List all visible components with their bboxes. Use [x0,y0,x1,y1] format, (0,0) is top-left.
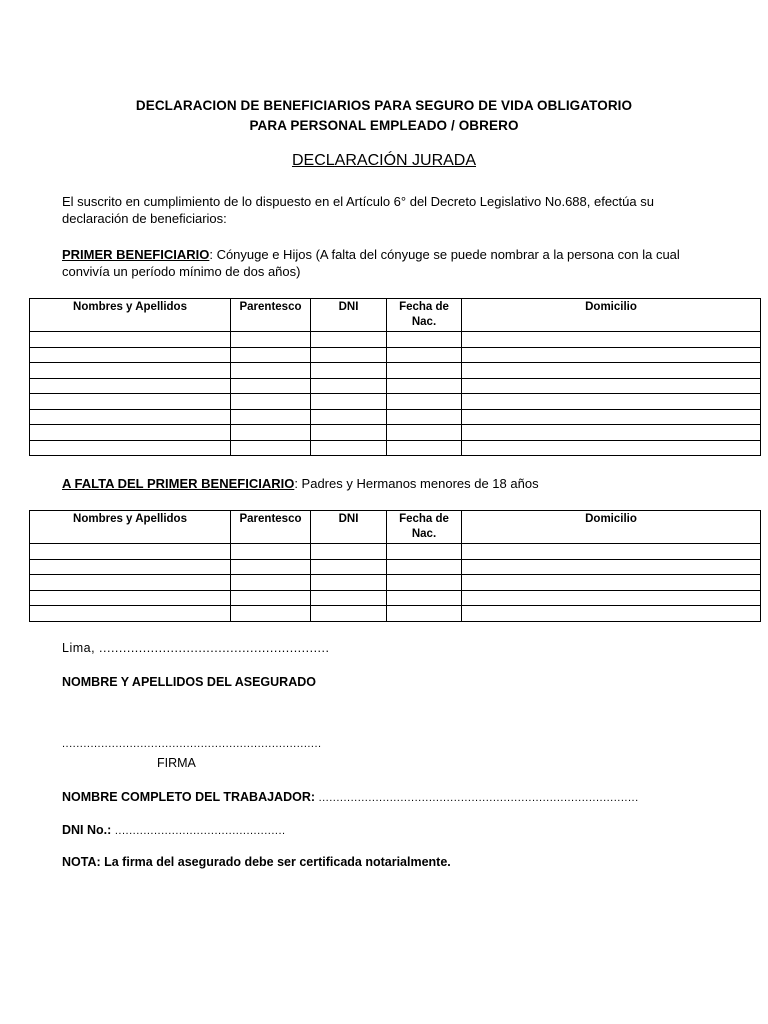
worker-name-field[interactable]: .......................................................................................... [315,792,639,804]
table-row[interactable] [30,425,761,441]
col-fecha: Fecha de Nac. [387,511,462,544]
table-row[interactable] [30,544,761,560]
table-row[interactable] [30,606,761,622]
table-row[interactable] [30,394,761,410]
table-row[interactable] [30,440,761,456]
col-parentesco: Parentesco [231,511,311,544]
table-header-row [30,299,761,332]
document-title-line1: DECLARACION DE BENEFICIARIOS PARA SEGURO DE VIDA OBLIGATORIO [135,98,633,113]
worker-name-row [62,790,639,804]
section1-paragraph [62,246,712,280]
signature-label: FIRMA [157,756,196,770]
col-dni: DNI [311,511,387,544]
section2-text: : Padres y Hermanos menores de 18 años [294,476,539,491]
dni-row [62,823,286,837]
table-row[interactable] [30,347,761,363]
col-dni: DNI [311,299,387,332]
dni-field[interactable]: ................................................ [111,825,286,837]
signature-line[interactable]: ......................................................................... [62,738,322,750]
nota-text: NOTA: La firma del asegurado debe ser certificada notarialmente. [62,855,451,869]
document-title-line2: PARA PERSONAL EMPLEADO / OBRERO [249,118,519,133]
beneficiaries-table-1 [29,298,761,456]
section2-label: A FALTA DEL PRIMER BENEFICIARIO [62,476,295,491]
table-row[interactable] [30,363,761,379]
col-domicilio: Domicilio [462,511,761,544]
intro-paragraph: El suscrito en cumplimiento de lo dispuesto en el Artículo 6° del Decreto Legislativo No.688, efectúa su declaración de beneficiarios: [62,194,654,226]
table-row[interactable] [30,332,761,348]
section1-label: PRIMER BENEFICIARIO [62,247,210,262]
table-header-row [30,511,761,544]
document-subtitle: DECLARACIÓN JURADA [291,152,477,169]
table-row[interactable] [30,575,761,591]
col-fecha: Fecha de Nac. [387,299,462,332]
table-row[interactable] [30,559,761,575]
insured-name-heading: NOMBRE Y APELLIDOS DEL ASEGURADO [62,675,316,689]
table-row[interactable] [30,409,761,425]
table-row[interactable] [30,378,761,394]
section2-paragraph [62,475,712,492]
lima-date-field[interactable]: Lima, .......................................................... [62,641,330,655]
col-nombres: Nombres y Apellidos [30,299,231,332]
col-domicilio: Domicilio [462,299,761,332]
worker-name-label: NOMBRE COMPLETO DEL TRABAJADOR: [62,790,316,804]
dni-label: DNI No.: [62,823,112,837]
beneficiaries-table-2 [29,510,761,622]
table-row[interactable] [30,590,761,606]
col-parentesco: Parentesco [231,299,311,332]
section1-text: : Cónyuge e Hijos (A falta del cónyuge se puede nombrar a la persona con la cual convivía un período mínimo de dos años) [62,247,680,279]
col-nombres: Nombres y Apellidos [30,511,231,544]
